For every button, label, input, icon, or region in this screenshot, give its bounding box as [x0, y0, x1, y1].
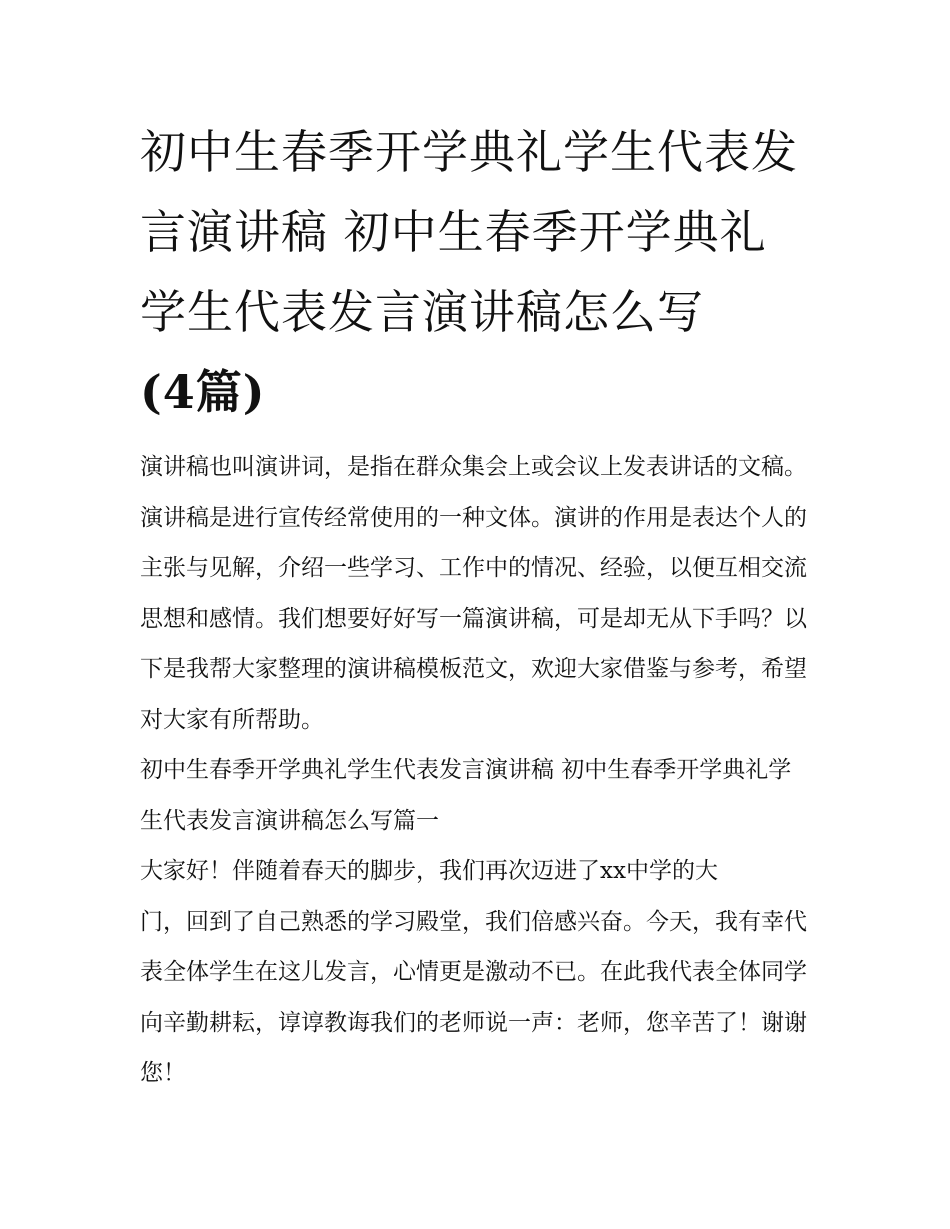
- document-title: [140, 112, 812, 432]
- title-count: (4篇): [140, 365, 266, 419]
- section-heading: 初中生春季开学典礼学生代表发言演讲稿 初中生春季开学典礼学生代表发言演讲稿怎么写篇一: [140, 757, 792, 834]
- body-paragraph-first-line: 大家好！伴随着春天的脚步，我们再次迈进了xx中学的大: [140, 858, 718, 884]
- document-content: [140, 112, 812, 1099]
- intro-paragraph: 演讲稿也叫演讲词，是指在群众集会上或会议上发表讲话的文稿。演讲稿是进行宣传经常使用的一种文体。演讲的作用是表达个人的主张与见解，介绍一些学习、工作中的情况、经验，以便互相交流思想和感情。我们想要好好写一篇演讲稿，可是却无从下手吗？以下是我帮大家整理的演讲稿模板范文，欢迎大家借鉴与参考，希望对大家有所帮助。: [140, 454, 807, 733]
- body-paragraph: 门，回到了自己熟悉的学习殿堂，我们倍感兴奋。今天，我有幸代表全体学生在这儿发言，心情更是激动不已。在此我代表全体同学向辛勤耕耘，谆谆教诲我们的老师说一声：老师，您辛苦了！谢谢您！: [140, 908, 807, 1086]
- title-text: 初中生春季开学典礼学生代表发言演讲稿 初中生春季开学典礼学生代表发言演讲稿怎么写: [140, 125, 798, 339]
